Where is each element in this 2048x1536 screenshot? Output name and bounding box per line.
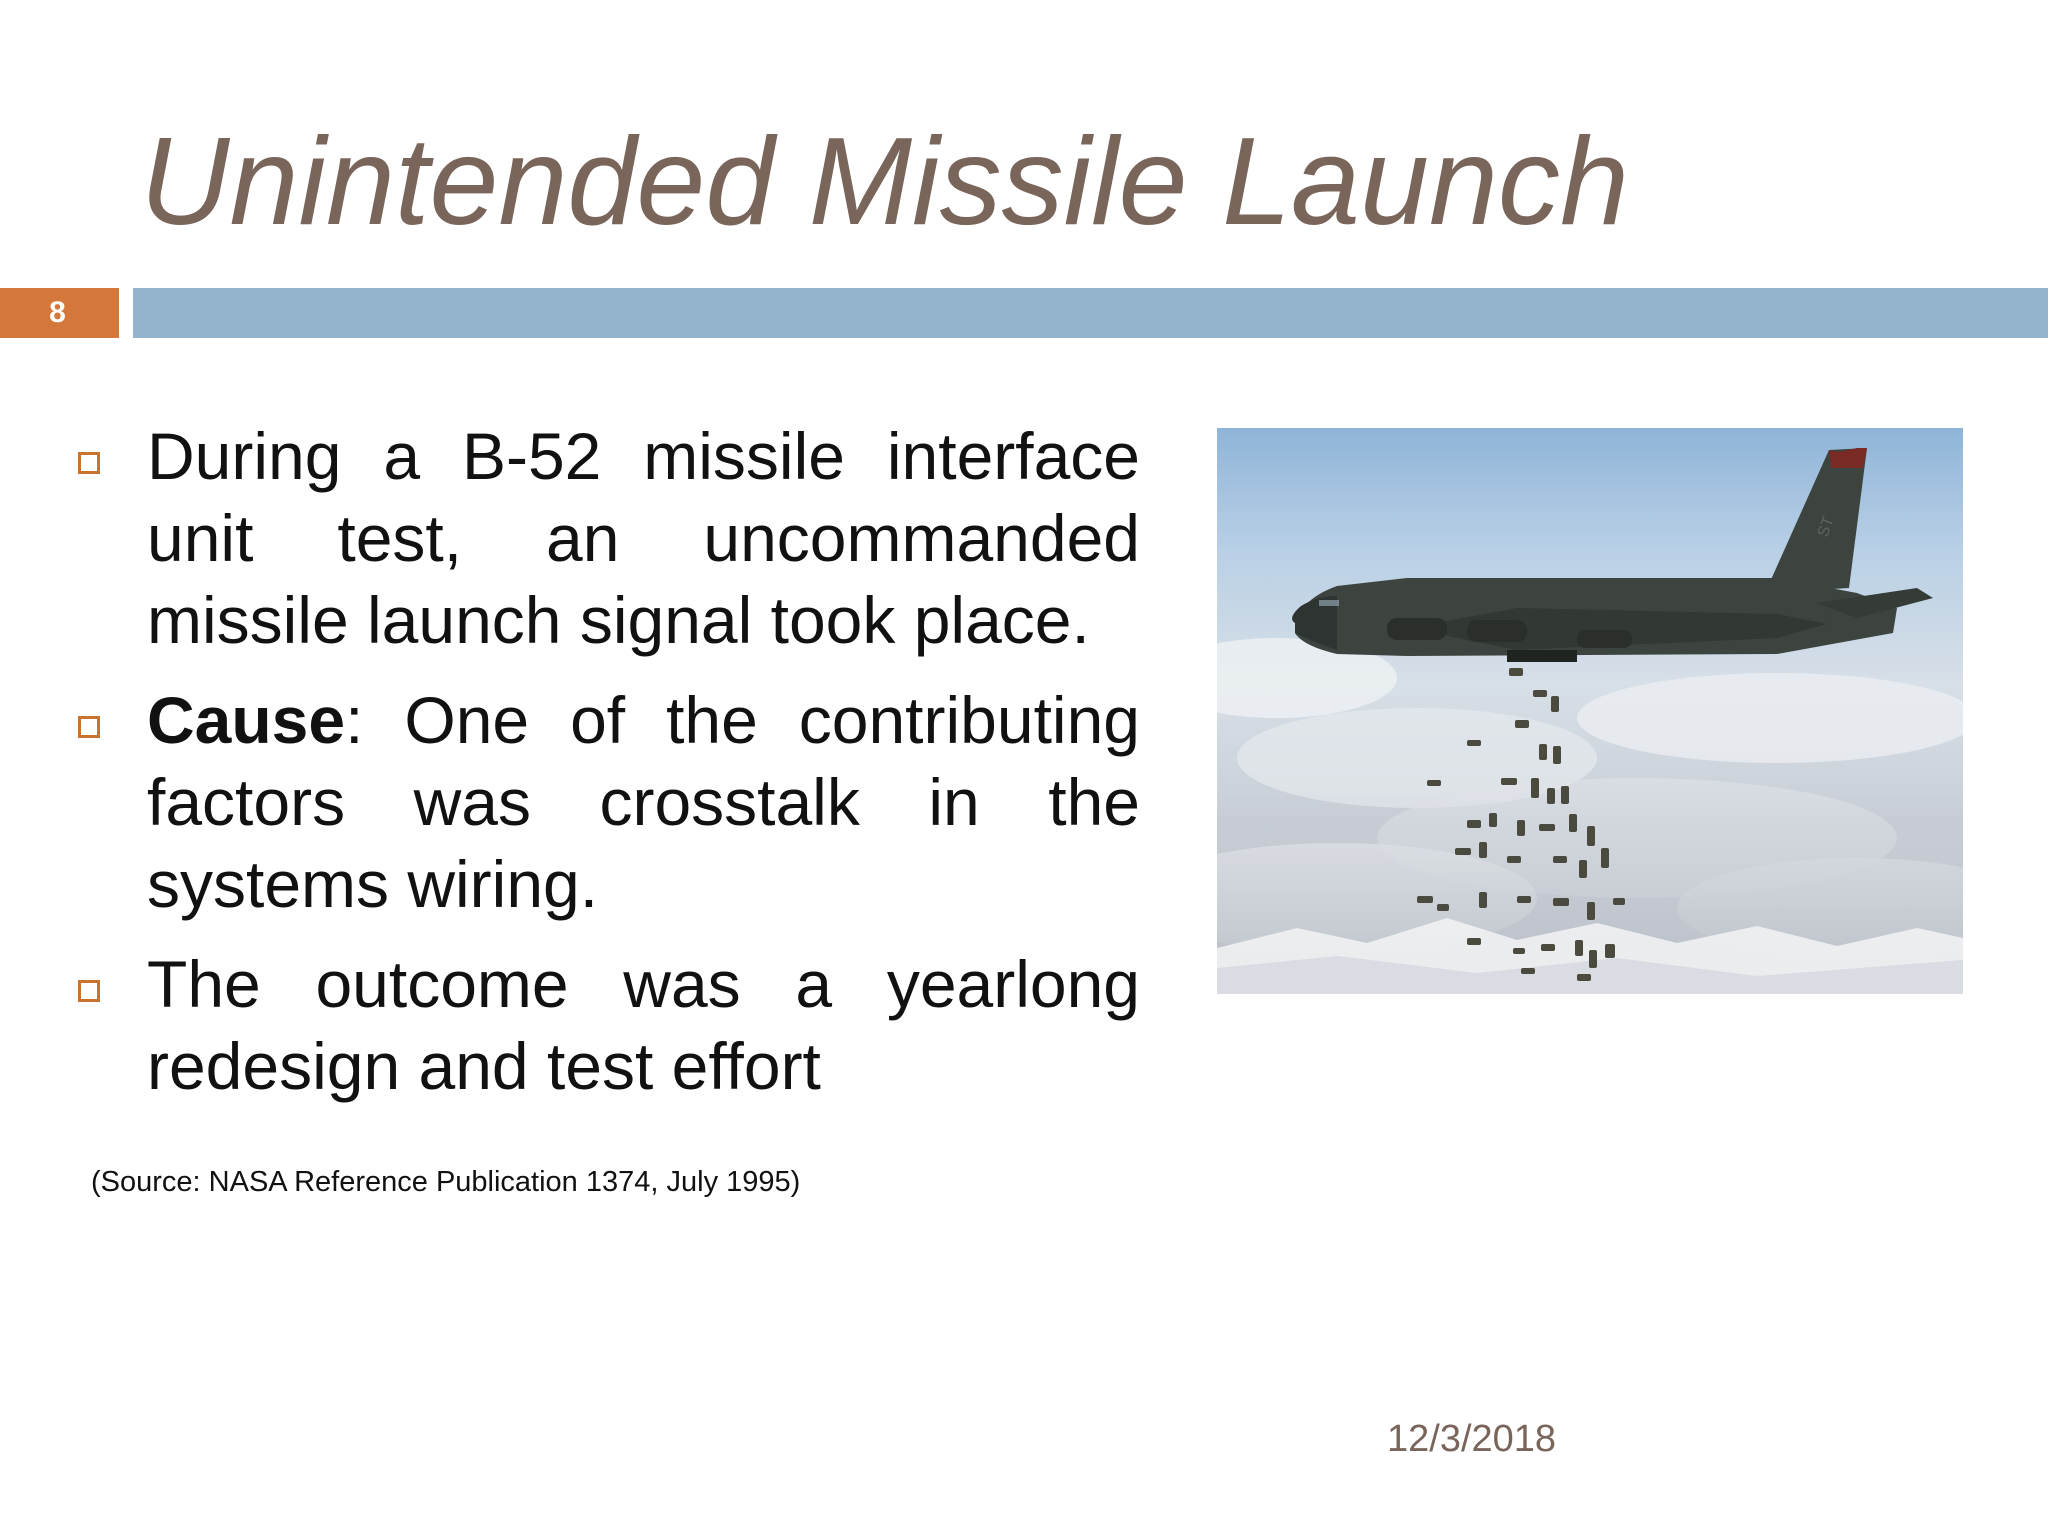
- square-bullet-icon: [78, 980, 100, 1002]
- bullet-text: During a B-52 missile interface unit test, an uncommanded missile launch signal took place.: [147, 419, 1140, 657]
- bullet-text: : One of the contributing factors was crosstalk in the systems wiring.: [147, 683, 1140, 921]
- bullet-list: [70, 415, 1140, 1125]
- source-citation: (Source: NASA Reference Publication 1374, July 1995): [91, 1166, 801, 1198]
- slide-number: 8: [0, 288, 119, 338]
- bullet-item: [70, 943, 1140, 1107]
- square-bullet-icon: [78, 716, 100, 738]
- bullet-item: [70, 679, 1140, 925]
- bullet-item: [70, 415, 1140, 661]
- b52-bomber-photo: [1217, 428, 1963, 994]
- slide-title: Unintended Missile Launch: [140, 113, 1629, 251]
- bullet-bold-text: Cause: [147, 683, 346, 757]
- square-bullet-icon: [78, 452, 100, 474]
- header-bar: [133, 288, 2048, 338]
- svg-text:ST: ST: [1814, 514, 1838, 540]
- slide-date: 12/3/2018: [1387, 1418, 1557, 1460]
- bullet-text: The outcome was a yearlong redesign and test effort: [147, 947, 1140, 1103]
